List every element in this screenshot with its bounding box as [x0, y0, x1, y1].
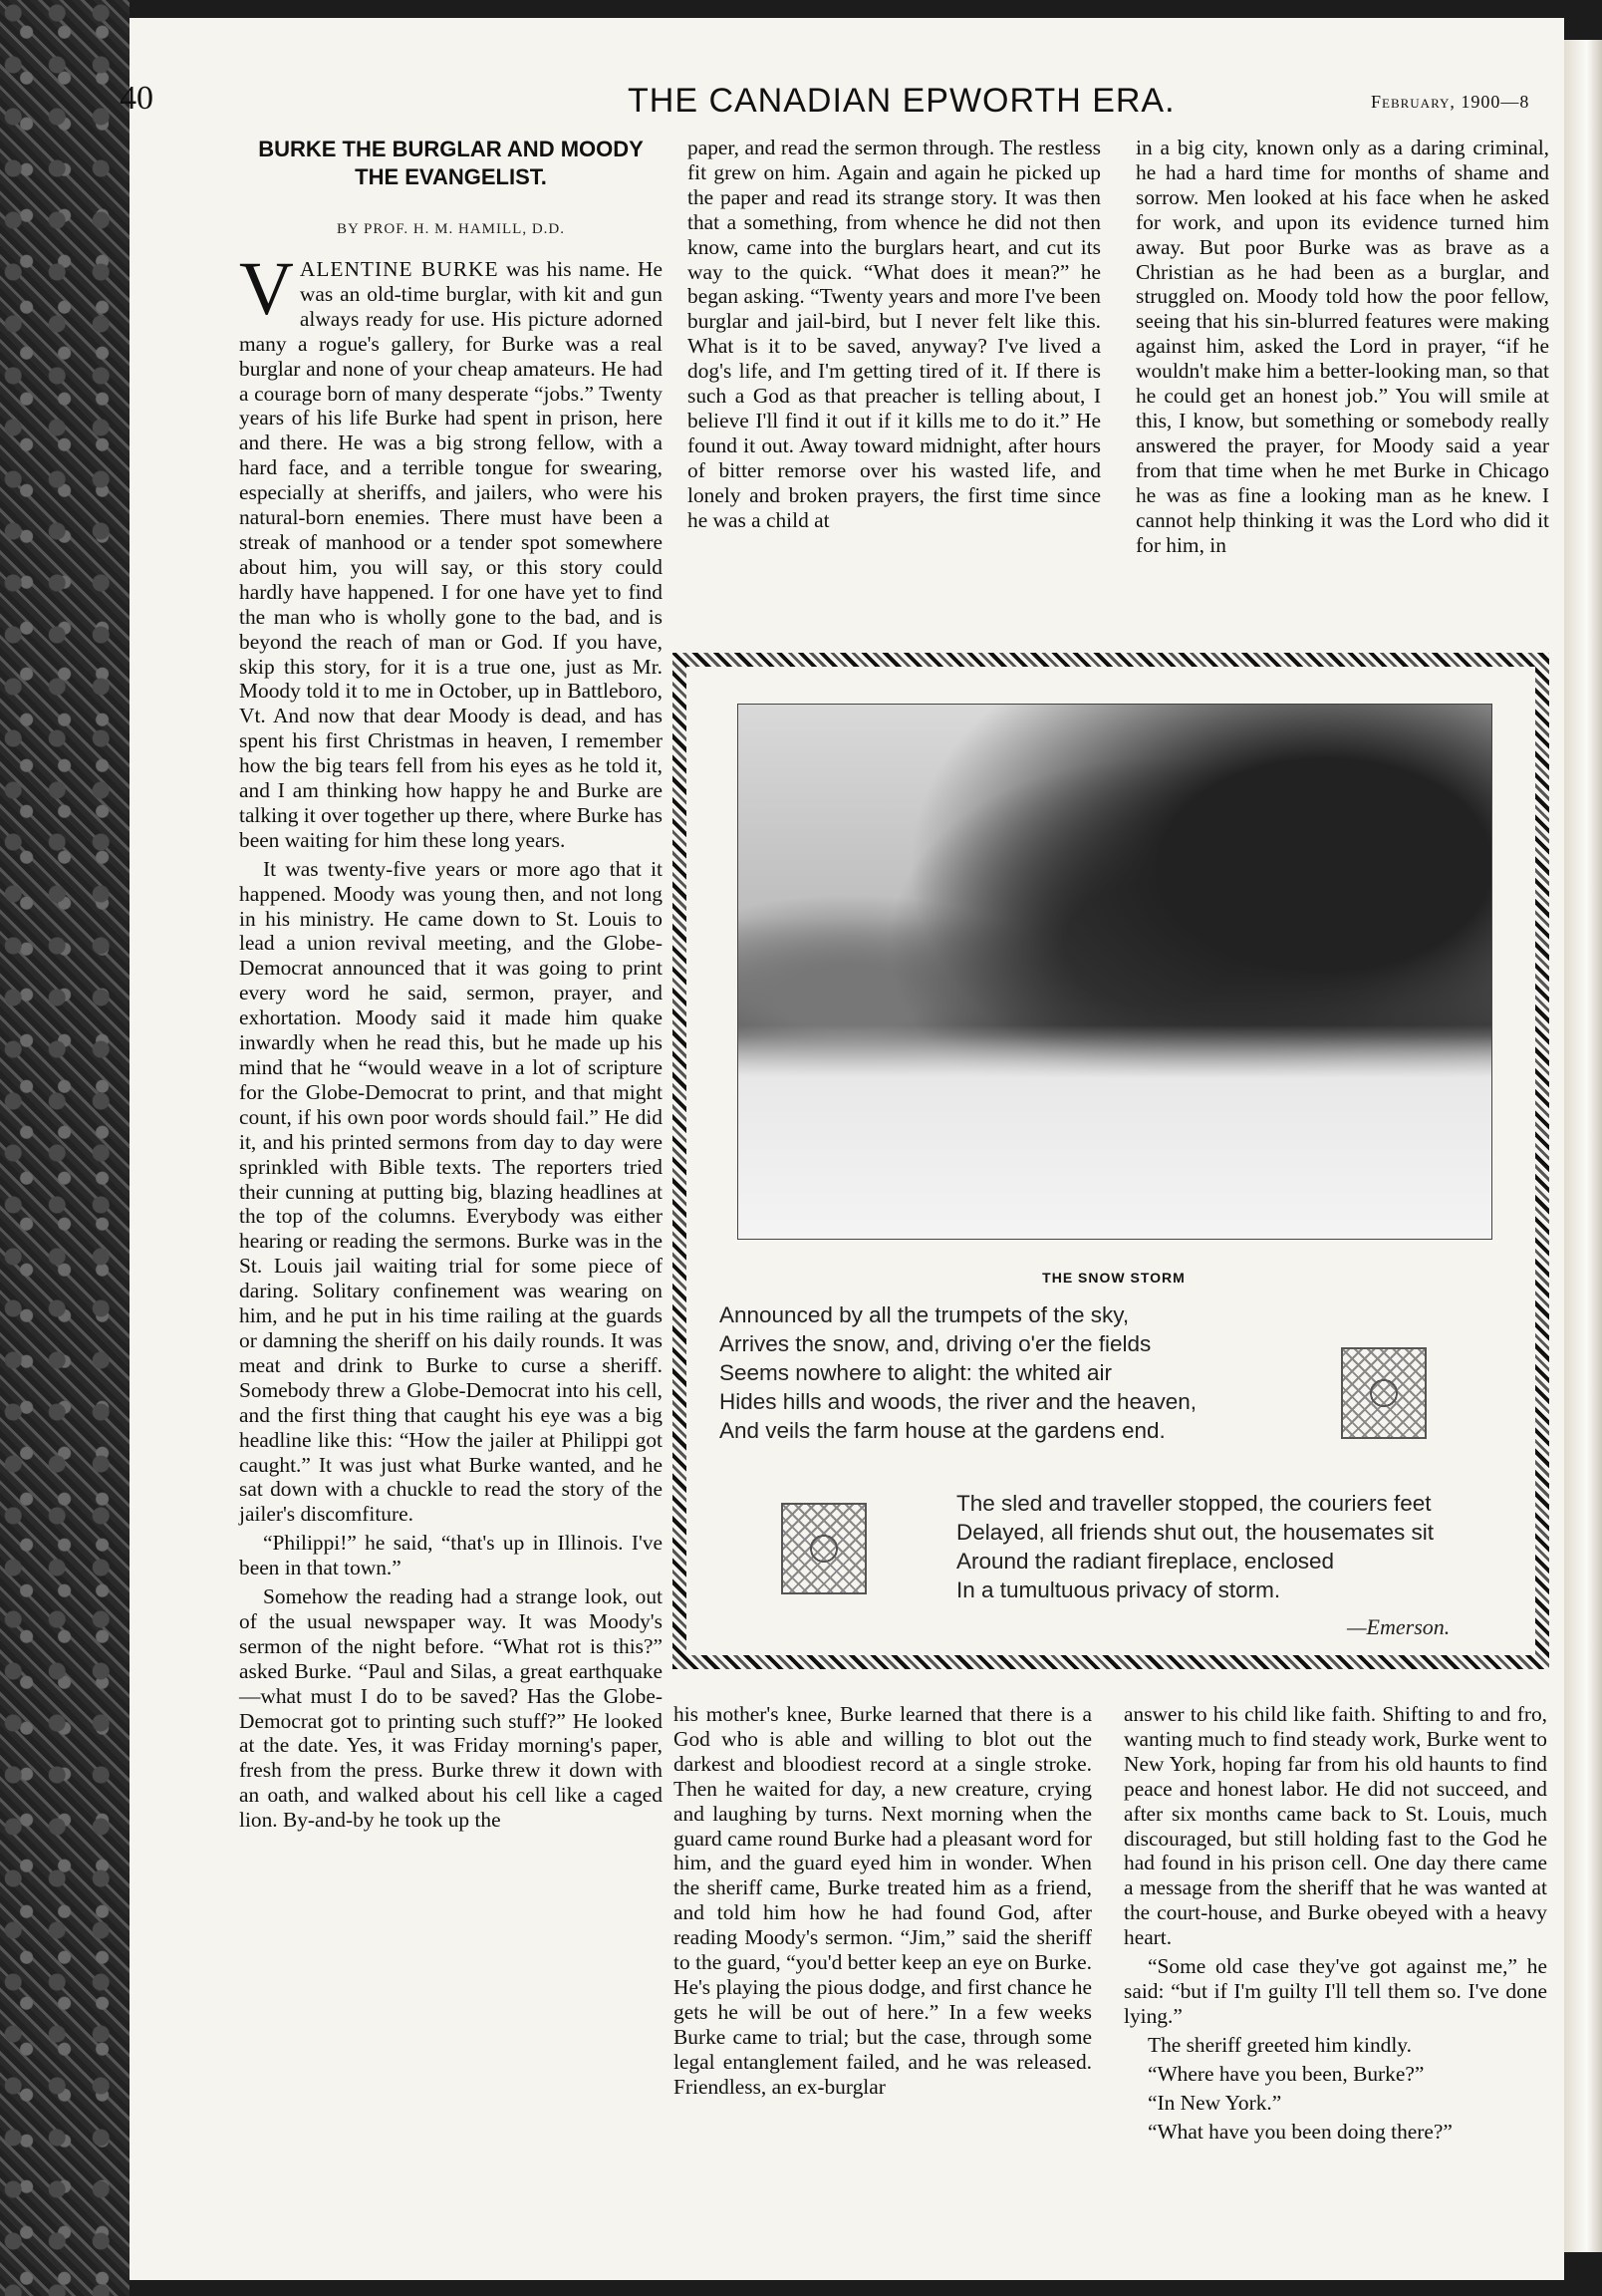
paragraph: The sheriff greeted him kindly.: [1148, 2032, 1412, 2057]
article-byline: BY PROF. H. M. HAMILL, D.D.: [336, 221, 565, 237]
ornament-icon: [1341, 1347, 1427, 1439]
column-3-top: [1136, 136, 1549, 557]
paragraph: “Philippi!” he said, “that's up in Illinois. I've been in that town.”: [239, 1531, 663, 1580]
poem-line: Seems nowhere to alight: the whited air: [719, 1360, 1112, 1385]
column-2-bottom: [673, 1702, 1092, 2100]
paragraph: [239, 247, 663, 853]
adjacent-page-edge: [1564, 40, 1602, 2252]
poem-stanza-1: [719, 1300, 1197, 1445]
column-3-bottom: [1124, 1702, 1547, 2144]
paragraph: paper, and read the sermon through. The restless fit grew on him. Again and again he picked up the paper and read its strange story. It was then that a something, from whence he did not then know, came into the burglars heart, and cut its way to the quick. “What does it mean?” he began asking. “Twenty years and more I've been burglar and jail-bird, but I never felt like this. What is it to be saved, anyway? I've lived a dog's life, and I'm getting tired of it. If there is such a God as that preacher is telling about, I believe I'll find it out if it kills me to do it.” He found it out. Away toward midnight, after hours of bitter remorse over his wasted life, and lonely and broken prayers, the first time since he was a child at: [687, 136, 1101, 532]
paragraph: his mother's knee, Burke learned that there is a God who is able and willing to blot out the darkest and bloodiest record at a single stroke. Then he waited for day, a new creature, crying and laughing by turns. Next morning when the guard came round Burke had a pleasant word for him, and the guard eyed him in wonder. When the sheriff came, Burke treated him as a friend, and told him how he had found God, after reading Moody's sermon. “Jim,” said the sheriff to the guard, “you'd better keep an eye on Burke. He's playing the pious dodge, and first chance he gets he will be out of here.” In a few weeks Burke came to trial; but the case, through some legal entanglement failed, and he was released. Friendless, an ex-burglar: [673, 1702, 1092, 2099]
paragraph: “Where have you been, Burke?”: [1148, 2061, 1425, 2086]
paragraph: answer to his child like faith. Shifting to and fro, wanting much to find steady work, Burke went to New York, hoping far from his old haunts to find peace and honest labor. He did not succeed, and after six months came back to St. Louis, much discouraged, but still holding fast to the God he had found in his prison cell. One day there came a message from the sheriff that he was wanted at the court-house, and Burke obeyed with a heavy heart.: [1124, 1702, 1547, 1950]
paragraph: “Some old case they've got against me,” he said: “but if I'm guilty I'll tell them so. I've done lying.”: [1124, 1954, 1547, 2028]
drop-cap: V: [239, 247, 294, 331]
poem-line: Hides hills and woods, the river and the heaven,: [719, 1389, 1198, 1414]
poem-line: Announced by all the trumpets of the sky,: [719, 1302, 1130, 1327]
first-words: ALENTINE BURKE: [299, 257, 499, 281]
poem-line: Delayed, all friends shut out, the housemates sit: [956, 1520, 1435, 1545]
poem-stanza-2: [956, 1489, 1434, 1604]
poem-line: Arrives the snow, and, driving o'er the fields: [719, 1331, 1152, 1356]
paragraph: in a big city, known only as a daring criminal, he had a hard time for months of shame and sorrow. Men looked at his face when he asked for work, and upon its evidence turned him away. But poor Burke was as brave as a Christian as he had been as a burglar, and struggled on. Moody told how the poor fellow, seeing that his sin-blurred features were making against him, asked the Lord in prayer, “if he wouldn't make him a better-looking man, so that he could get an honest job.” You will smile at this, I know, but something or somebody really answered the prayer, for Moody said a year from that time when he met Burke in Chicago he was as fine a looking man as he knew. I cannot help thinking it was the Lord who did it for him, in: [1136, 136, 1549, 557]
column-2-top: [687, 136, 1101, 533]
article-title: BURKE THE BURGLAR AND MOODY THE EVANGELIST.: [258, 137, 644, 189]
poem-line: Around the radiant fireplace, enclosed: [956, 1549, 1334, 1574]
poem-attribution: —Emerson.: [1347, 1614, 1451, 1639]
paragraph: Somehow the reading had a strange look, out of the usual newspaper way. It was Moody's sermon of the night before. “What rot is this?” asked Burke. “Paul and Silas, a great earthquake—what must I do to be saved? Has the Globe-Democrat got to printing such stuff?” He looked at the date. Yes, it was Friday morning's paper, fresh from the press. Burke threw it down with an oath, and walked about his cell like a caged lion. By-and-by he took up the: [239, 1584, 663, 1833]
poem-line: The sled and traveller stopped, the couriers feet: [956, 1491, 1432, 1516]
poem-line: In a tumultuous privacy of storm.: [956, 1578, 1281, 1602]
issue-date: February, 1900—8: [1371, 92, 1530, 112]
poem-line: And veils the farm house at the gardens end.: [719, 1418, 1166, 1443]
paragraph: “What have you been doing there?”: [1148, 2119, 1453, 2144]
decorative-border: [0, 0, 130, 2296]
paragraph-text: was his name. He was an old-time burglar, with kit and gun always ready for use. His picture adorned many a rogue's gallery, for Burke was a real burglar and none of your cheap amateurs. He had a courage born of many desperate “jobs.” Twenty years of his life Burke had spent in prison, here and there. He was a big strong fellow, with a hard face, and a terrible tongue for swearing, especially at sheriffs, and jailers, who were his natural-born enemies. There must have been a streak of manhood or a tender spot somewhere about him, you will say, or this story could hardly have happened. I for one have yet to find the man who is wholly gone to the bad, and is beyond the reach of man or God. If you have, skip this story, for it is a true one, just as Mr. Moody told it to me in October, up in Battleboro, Vt. And now that dear Moody is dead, and has spent his first Christmas in heaven, I remember how the big tears fell from his eyes as he told it, and I am thinking how happy he and Burke are talking it over together up there, where Burke has been waiting for him these long years.: [239, 257, 663, 852]
paragraph: It was twenty-five years or more ago that it happened. Moody was young then, and not long in his ministry. He came down to St. Louis to lead a union revival meeting, and the Globe-Democrat announced that it was going to print every word he said, sermon, prayer, and exhortation. Moody said it made him quake inwardly when he read this, but he made up his mind that he “would weave in a lot of scripture for the Globe-Democrat to print, and that might count, if his own poor words should fail.” He did it, and his printed sermons from day to day were sprinkled with Bible texts. The reporters tried their cunning at putting big, blazing headlines at the top of the columns. Everybody was either hearing or reading the sermons. Burke was in the St. Louis jail waiting trial for some piece of daring. Solitary confinement was wearing on him, and he put in his time railing at the guards or damning the sheriff on his daily rounds. It was meat and drink to Burke to curse a sheriff. Somebody threw a Globe-Democrat into his cell, and the first thing that caught his eye was a big headline like this: “How the jailer at Philippi got caught.” It was just what Burke wanted, and he sat down with a chuckle to read the story of the jailer's discomfiture.: [239, 856, 663, 1527]
photo-caption: THE SNOW STORM: [1042, 1270, 1186, 1286]
paragraph: “In New York.”: [1148, 2090, 1282, 2115]
ornament-icon: [781, 1503, 867, 1594]
column-1: [239, 247, 663, 1833]
page-number: 40: [120, 80, 153, 117]
journal-title: THE CANADIAN EPWORTH ERA.: [628, 82, 1176, 120]
snow-storm-photo: [737, 704, 1492, 1240]
